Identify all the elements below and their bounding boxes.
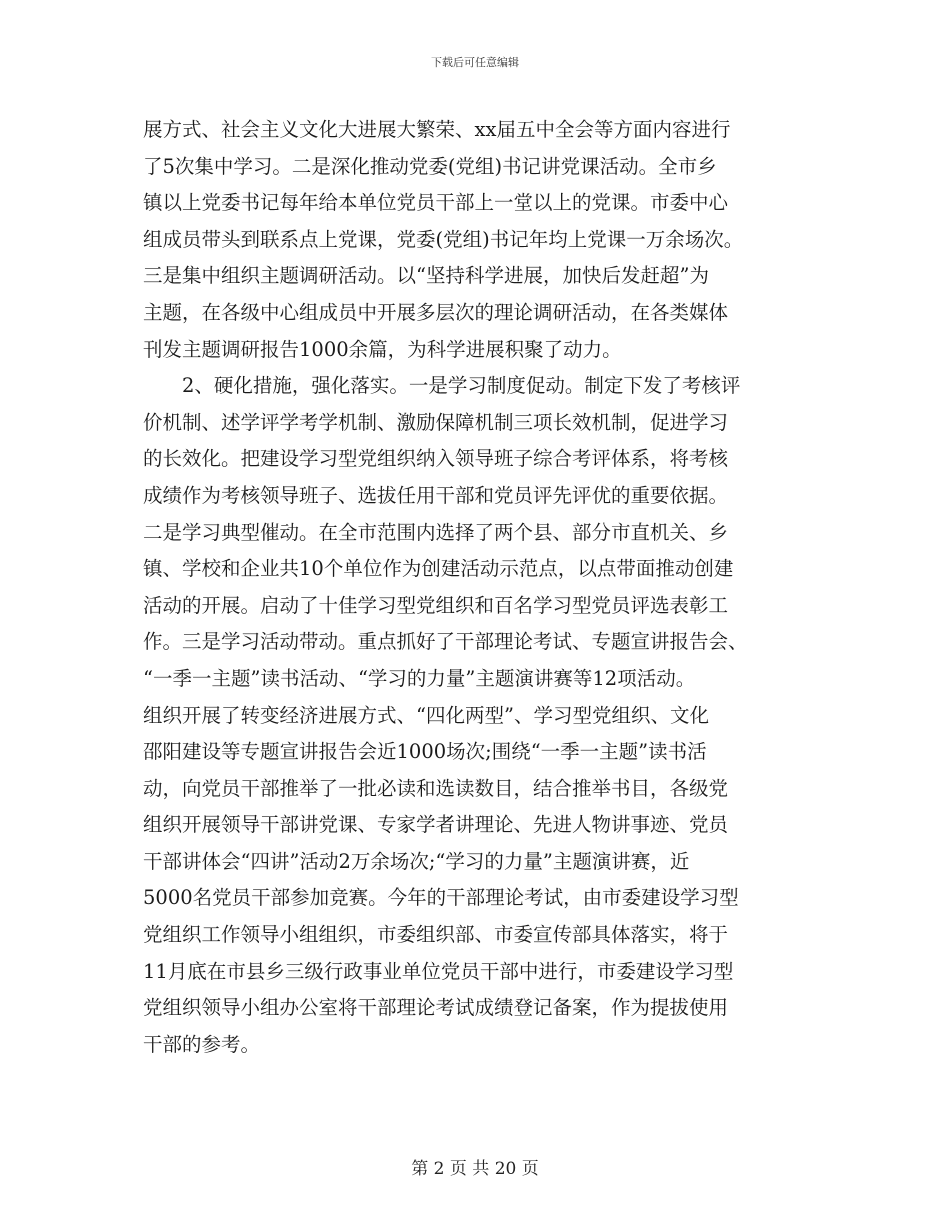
- text-line: 作。三是学习活动带动。重点抓好了干部理论考试、专题宣讲报告会、: [143, 630, 748, 654]
- text-line: 刊发主题调研报告1000余篇，为科学进展积聚了动力。: [143, 337, 622, 361]
- text-line: 组织开展领导干部讲党课、专家学者讲理论、先进人物讲事迹、党员: [143, 813, 729, 837]
- text-line: 镇以上党委书记每年给本单位党员干部上一堂以上的党课。市委中心: [143, 191, 729, 215]
- text-line: 党组织领导小组办公室将干部理论考试成绩登记备案，作为提拔使用: [143, 996, 729, 1020]
- text-line: 三是集中组织主题调研活动。以“坚持科学进展，加快后发赶超”为: [143, 264, 709, 288]
- text-line: 党组织工作领导小组组织，市委组织部、市委宣传部具体落实，将于: [143, 923, 729, 947]
- page-header-note: 下载后可任意编辑: [431, 56, 519, 69]
- text-line: 的长效化。把建设学习型党组织纳入领导班子综合考评体系，将考核: [143, 447, 729, 471]
- text-line: 动，向党员干部推举了一批必读和选读数目，结合推举书目，各级党: [143, 776, 729, 800]
- text-line: 组成员带头到联系点上党课，党委(党组)书记年均上党课一万余场次。: [143, 227, 744, 251]
- text-line: 成绩作为考核领导班子、选拔任用干部和党员评先评优的重要依据。: [143, 483, 729, 507]
- text-line: “一季一主题”读书活动、“学习的力量”主题演讲赛等12项活动。: [143, 666, 696, 690]
- text-line: 干部的参考。: [143, 1032, 261, 1056]
- text-line: 邵阳建设等专题宣讲报告会近1000场次;围绕“一季一主题”读书活: [143, 740, 707, 764]
- page-number-footer: 第 2 页 共 20 页: [411, 1159, 539, 1179]
- text-line: 展方式、社会主义文化大进展大繁荣、xx届五中全会等方面内容进行: [143, 118, 731, 141]
- text-line: 主题，在各级中心组成员中开展多层次的理论调研活动，在各类媒体: [143, 300, 729, 324]
- text-line: 二是学习典型催动。在全市范围内选择了两个县、部分市直机关、乡: [143, 520, 729, 544]
- text-line: 镇、学校和企业共10个单位作为创建活动示范点，以点带面推动创建: [143, 557, 734, 581]
- paragraph-start-line: 2、硬化措施，强化落实。一是学习制度促动。制定下发了考核评: [182, 374, 741, 398]
- text-line: 干部讲体会“四讲”活动2万余场次;“学习的力量”主题演讲赛，近: [143, 849, 690, 873]
- text-line: 了5次集中学习。二是深化推动党委(党组)书记讲党课活动。全市乡: [143, 154, 717, 178]
- body-text: [143, 112, 803, 1063]
- text-line: 11月底在市县乡三级行政事业单位党员干部中进行，市委建设学习型: [143, 959, 734, 983]
- text-line: 活动的开展。启动了十佳学习型党组织和百名学习型党员评选表彰工: [143, 593, 729, 617]
- text-line: 价机制、述学评学考学机制、激励保障机制三项长效机制，促进学习: [143, 410, 729, 434]
- text-line: 组织开展了转变经济进展方式、“四化两型”、学习型党组织、文化: [143, 703, 709, 727]
- text-line: 5000名党员干部参加竞赛。今年的干部理论考试，由市委建设学习型: [143, 886, 739, 910]
